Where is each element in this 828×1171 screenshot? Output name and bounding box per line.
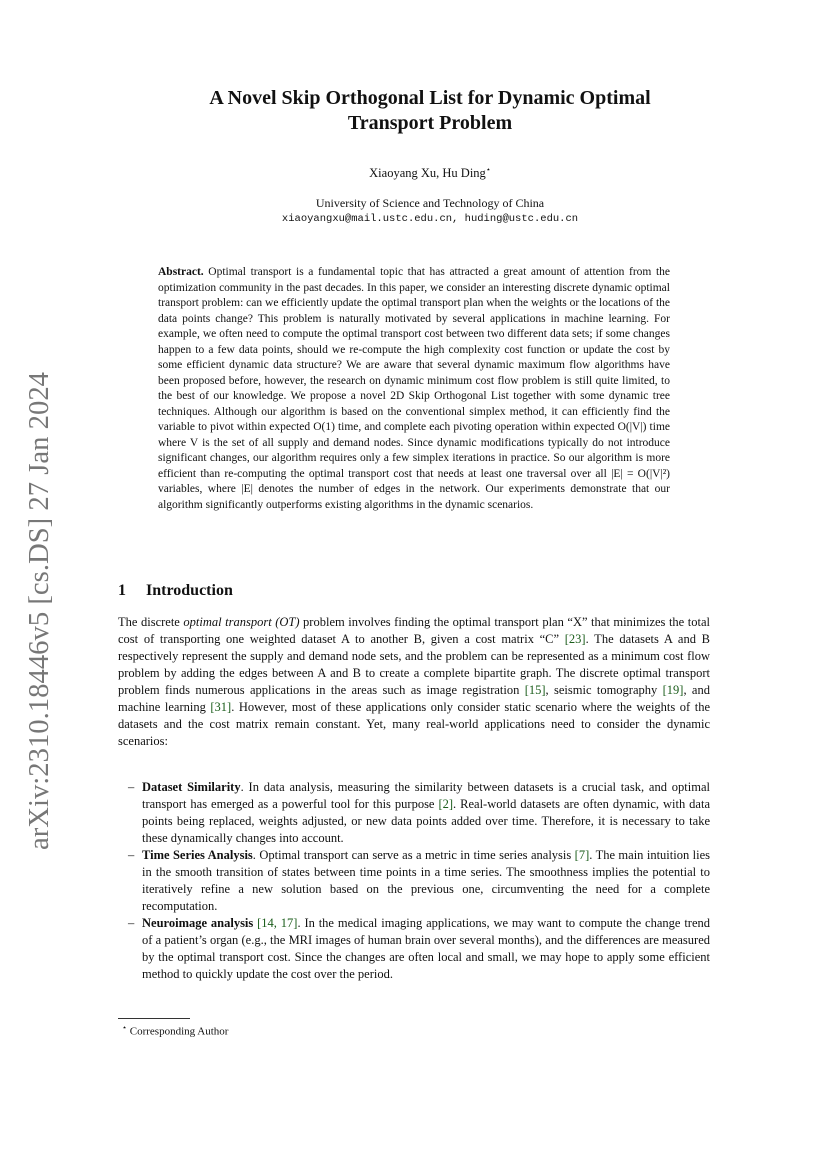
footnote — [122, 1023, 228, 1038]
list-item — [128, 847, 710, 915]
arxiv-stamp-text: arXiv:2310.18446v5 [cs.DS] 27 Jan 2024 — [24, 383, 55, 850]
list-item-text: . In data analysis, measuring the similarity between datasets is a crucial task, and optimal transport has emerged as a powerful tool for this purpose — [142, 780, 710, 811]
affiliation: University of Science and Technology of China — [315, 196, 545, 210]
citation-link-2[interactable]: [2] — [438, 797, 454, 811]
citation-link-31[interactable]: [31] — [210, 700, 232, 714]
footnote-text: Corresponding Author — [129, 1025, 229, 1038]
arxiv-stamp-svg — [18, 372, 58, 850]
footnote-divider — [118, 1018, 190, 1019]
list-dash: – — [128, 848, 135, 862]
section-title: Introduction — [146, 582, 233, 599]
list-item-text: . Real-world datasets are often dynamic, with data points being replaced, weights adjusted, or new data points added over time. Therefore, it is necessary to take these dynamically changes into account. — [142, 797, 711, 845]
citation-link-23[interactable]: [23] — [564, 632, 586, 646]
list-item-text: . In the medical imaging applications, we may want to compute the change trend of a patient’s organ (e.g., the MRI images of human brain over several months), and the differences are measured by the optimal transport cost. Since the changes are often local and small, we may hope to apply some efficient method to quickly update the cost over the period. — [142, 916, 710, 981]
intro-text-a: The discrete — [118, 615, 184, 629]
intro-text-f: . However, most of these applications only consider static scenario where the weights of the datasets and the cost matrix remain constant. Yet, many real-world applications need to consider the dynamic scenarios: — [118, 700, 711, 748]
list-dash: – — [128, 780, 135, 794]
abstract-text: Optimal transport is a fundamental topic that has attracted a great amount of attention from the optimization community in the past decades. In this paper, we consider an interesting discrete dynamic optimal transport problem: can we efficiently update the optimal transport plan when the weights or the locations of the data points change? This problem is naturally motivated by several applications in machine learning. For example, we often need to compute the optimal transport cost between two different data sets; if some changes happen to a few data points, should we re-compute the high complexity cost function or update the cost by some efficient dynamic data structure? We are aware that several dynamic maximum flow algorithms have been proposed before, however, the research on dynamic minimum cost flow problem is still quite limited, to the best of our knowledge. We propose a novel 2D Skip Orthogonal List together with some dynamic tree techniques. Although our algorithm is based on the conventional simplex method, it can efficiently find the variable to pivot within expected O(1) time, and complete each pivoting operation within expected O(|V|) time where V is the set of all supply and demand nodes. Since dynamic modifications typically do not introduce significant changes, our algorithm requires only a few simplex iterations in practice. So our algorithm is more efficient than re-computing the optimal transport cost that needs at least one traversal over all |E| = O(|V|²) variables, where |E| denotes the number of edges in the network. Our experiments demonstrate that our algorithm significantly outperforms existing algorithms in the dynamic scenarios. — [158, 266, 671, 511]
citation-link-14-17[interactable]: [14, 17] — [257, 916, 298, 930]
author-emails: xiaoyangxu@mail.ustc.edu.cn, huding@ustc.edu.cn — [281, 213, 579, 225]
intro-paragraph-1 — [118, 614, 710, 750]
introduction-paragraph — [118, 614, 710, 750]
list-item — [128, 779, 710, 847]
list-item-text: . Optimal transport can serve as a metric in time series analysis — [252, 848, 575, 862]
title-line-2: Transport Problem — [347, 112, 513, 134]
intro-text-e: , and machine learning — [118, 683, 710, 714]
arxiv-identifier-stamp — [18, 372, 58, 850]
author-list — [130, 165, 730, 181]
authors-text: Xiaoyang Xu, Hu Ding — [369, 166, 486, 181]
abstract — [158, 265, 670, 513]
list-dash: – — [128, 916, 135, 930]
list-item — [128, 915, 710, 983]
citation-link-7[interactable]: [7] — [574, 848, 590, 862]
abstract-label: Abstract. — [158, 266, 204, 278]
affiliation-block — [130, 195, 730, 227]
section-number: 1 — [118, 582, 126, 599]
intro-text-d: , seismic tomography — [545, 683, 663, 697]
intro-text-c: . The datasets A and B respectively represent the supply and demand node sets, and the problem can be represented as a minimum cost flow problem by adding the edges between A and B to create a complete bipartite graph. The discrete optimal transport problem finds numerous applications in the areas such as image registration — [118, 632, 710, 697]
paper-title — [130, 86, 730, 136]
dynamic-scenarios-list — [128, 779, 710, 983]
citation-link-15[interactable]: [15] — [524, 683, 546, 697]
section-heading-introduction — [118, 582, 233, 600]
intro-emphasis: optimal transport (OT) — [183, 615, 300, 629]
list-item-text: . The main intuition lies in the smooth transition of states between time points in a time series. The smoothness implies the potential to iteratively refine a new solution based on the previous one, circumventing the need for a complete recomputation. — [142, 848, 710, 913]
list-item-heading: Dataset Similarity — [142, 780, 241, 794]
corresponding-author-mark: ⋆ — [485, 165, 491, 174]
list-item-heading: Neuroimage analysis — [142, 916, 254, 930]
list-item-heading: Time Series Analysis — [142, 848, 253, 862]
title-line-1: A Novel Skip Orthogonal List for Dynamic Optimal — [209, 87, 651, 109]
citation-link-19[interactable]: [19] — [662, 683, 684, 697]
footnote-mark: ⋆ — [122, 1023, 128, 1032]
intro-text-b: problem involves finding the optimal transport plan “X” that minimizes the total cost of transporting one weighted dataset A to another B, given a cost matrix “C” — [118, 615, 710, 646]
